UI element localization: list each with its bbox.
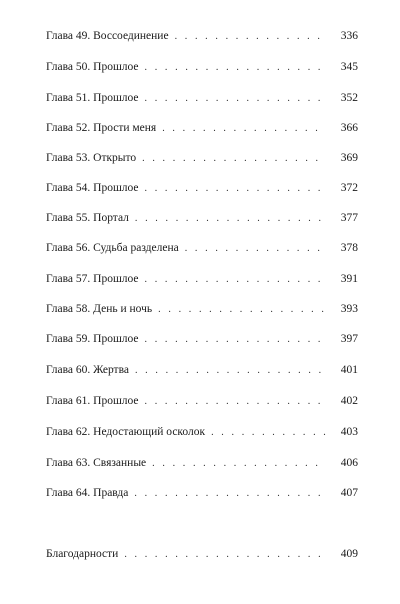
toc-entry-page: 345 xyxy=(340,61,358,73)
toc-entry-page: 377 xyxy=(340,212,358,224)
toc-entry-title: Глава 60. Жертва xyxy=(46,364,129,376)
toc-entry-page: 403 xyxy=(340,426,358,438)
toc-leader-dots xyxy=(145,394,326,410)
toc-entry xyxy=(46,301,358,317)
toc-entry-title: Глава 62. Недостающий осколок xyxy=(46,426,206,438)
toc-entry-title: Глава 59. Прошлое xyxy=(46,333,139,345)
toc-entry-page: 402 xyxy=(340,395,358,407)
toc-leader-dots xyxy=(145,181,326,197)
toc-entry xyxy=(46,331,358,347)
toc-entry-page: 336 xyxy=(340,30,358,42)
toc-entry-title: Глава 55. Портал xyxy=(46,212,129,224)
toc-entry xyxy=(46,59,358,75)
toc-leader-dots xyxy=(145,272,326,288)
toc-entry-page: 393 xyxy=(340,303,358,315)
toc-leader-dots xyxy=(175,29,326,45)
toc-leader-dots xyxy=(134,486,326,502)
toc-entry-title: Благодарности xyxy=(46,548,119,560)
toc-entry-title: Глава 63. Связанные xyxy=(46,457,147,469)
toc-leader-dots xyxy=(158,302,326,318)
toc-entry-title: Глава 64. Правда xyxy=(46,487,129,499)
toc-entry xyxy=(46,120,358,136)
toc-leader-dots xyxy=(152,456,326,472)
toc-entry xyxy=(46,362,358,378)
toc-entry xyxy=(46,150,358,166)
toc-leader-dots xyxy=(145,91,326,107)
toc-entry-page: 401 xyxy=(340,364,358,376)
toc-entry xyxy=(46,424,358,440)
toc-entry-page: 409 xyxy=(340,548,358,560)
toc-entry-page: 378 xyxy=(340,242,358,254)
toc-entry xyxy=(46,28,358,44)
toc-leader-dots xyxy=(145,332,326,348)
toc-leader-dots xyxy=(211,425,326,441)
toc-entry xyxy=(46,271,358,287)
toc-entry-page: 366 xyxy=(340,122,358,134)
toc-entry-page: 406 xyxy=(340,457,358,469)
toc-leader-dots xyxy=(162,121,326,137)
toc-entry xyxy=(46,393,358,409)
toc-entry-title: Глава 54. Прошлое xyxy=(46,182,139,194)
toc-leader-dots xyxy=(124,547,326,563)
toc-entry-page: 372 xyxy=(340,182,358,194)
toc-entry xyxy=(46,485,358,501)
toc-entry-page: 352 xyxy=(340,92,358,104)
toc-entry-title: Глава 53. Открыто xyxy=(46,152,137,164)
toc-entry-title: Глава 58. День и ночь xyxy=(46,303,153,315)
toc-leader-dots xyxy=(185,241,326,257)
toc-entry-page: 391 xyxy=(340,273,358,285)
toc-entry xyxy=(46,240,358,256)
toc-leader-dots xyxy=(145,60,326,76)
toc-entry-page: 407 xyxy=(340,487,358,499)
toc-entry xyxy=(46,180,358,196)
toc-entry-page: 369 xyxy=(340,152,358,164)
toc-leader-dots xyxy=(135,363,326,379)
toc-acknowledgements-entry xyxy=(46,546,358,562)
toc-entry-title: Глава 56. Судьба разделена xyxy=(46,242,179,254)
toc-entry-title: Глава 50. Прошлое xyxy=(46,61,139,73)
toc-entry xyxy=(46,90,358,106)
toc-entry-page: 397 xyxy=(340,333,358,345)
toc-entry-title: Глава 57. Прошлое xyxy=(46,273,139,285)
toc-leader-dots xyxy=(135,211,326,227)
toc-entry-title: Глава 52. Прости меня xyxy=(46,122,157,134)
toc-entry-title: Глава 49. Воссоединение xyxy=(46,30,169,42)
toc-leader-dots xyxy=(142,151,326,167)
toc-entry xyxy=(46,210,358,226)
toc-entry xyxy=(46,455,358,471)
toc-entry-title: Глава 51. Прошлое xyxy=(46,92,139,104)
toc-entry-title: Глава 61. Прошлое xyxy=(46,395,139,407)
